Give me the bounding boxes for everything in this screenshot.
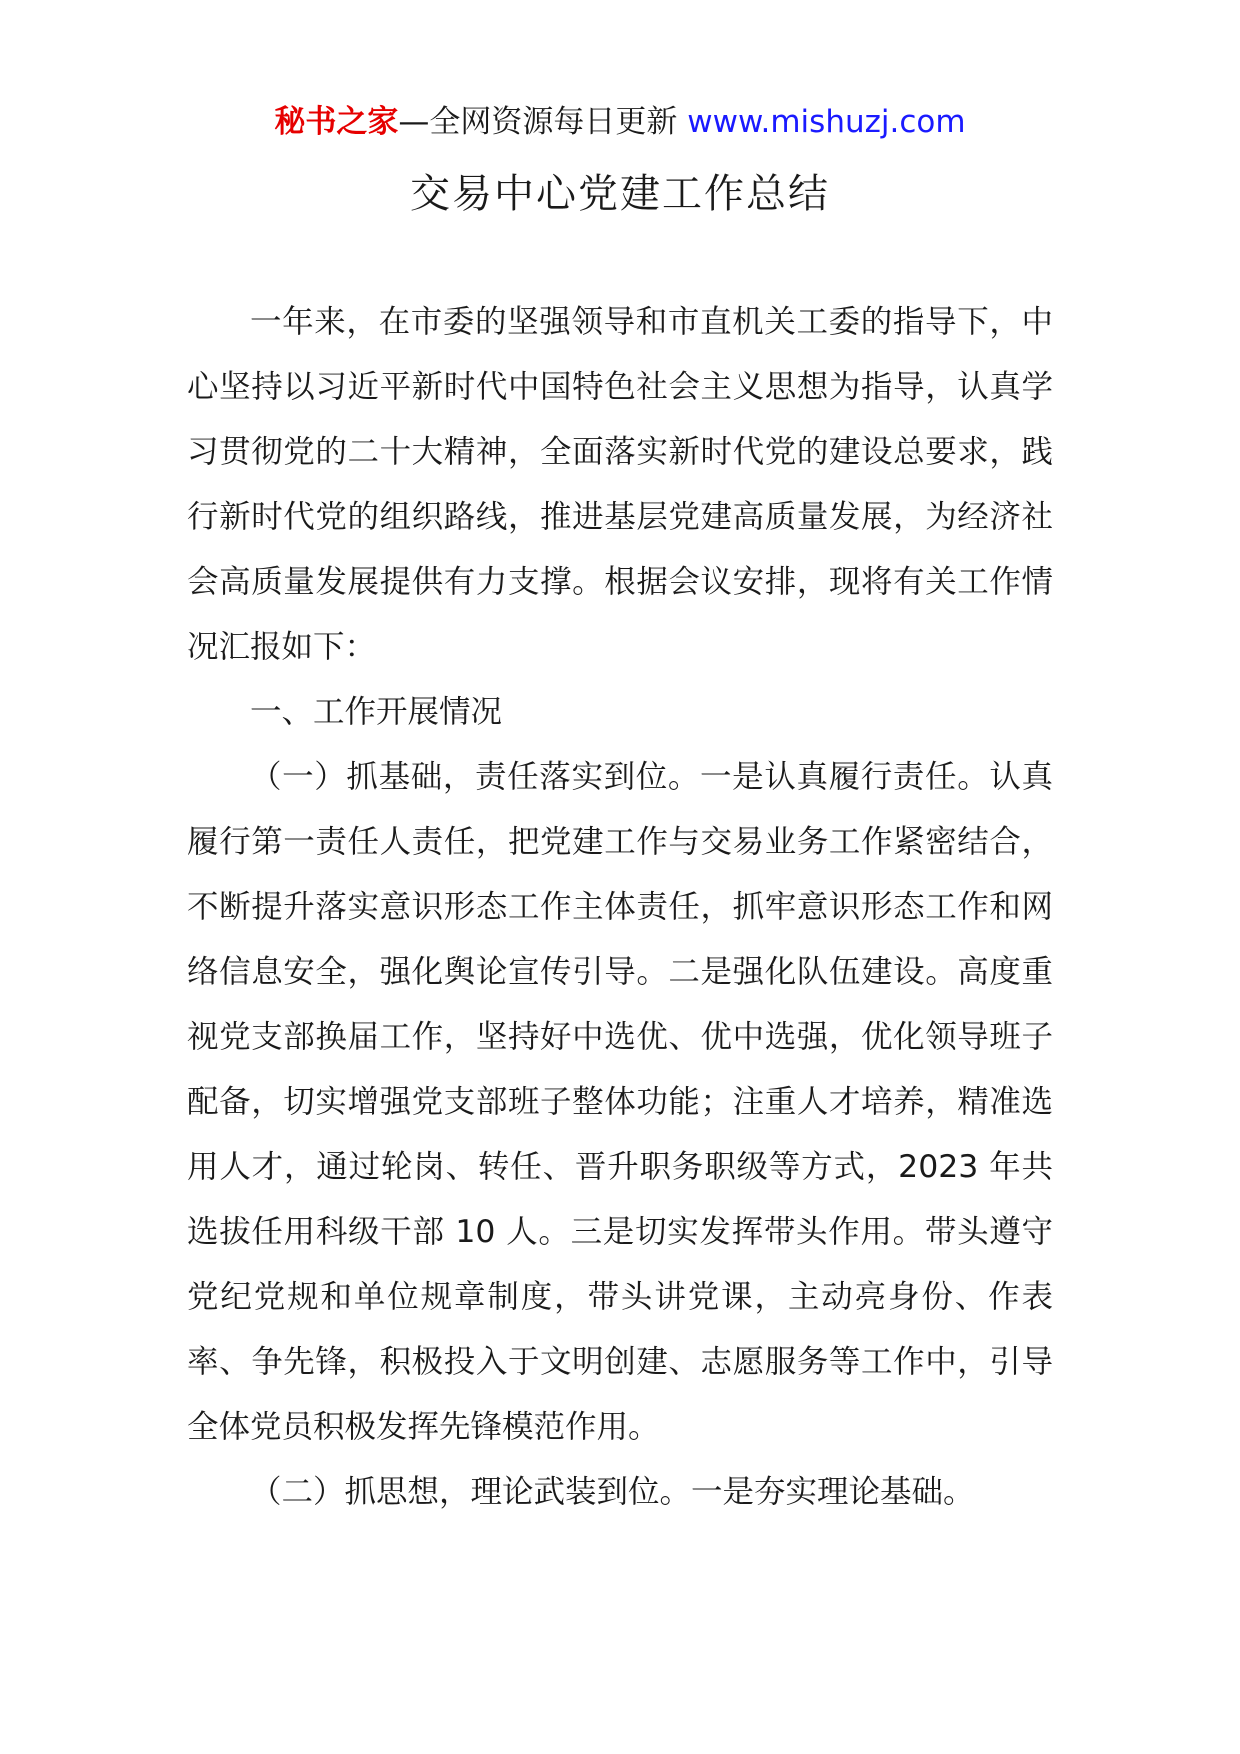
brand-name: 秘书之家 [274,104,399,140]
banner-tagline: —全网资源每日更新 [398,104,688,140]
section-heading-work-progress: 一、工作开展情况 [250,694,503,730]
site-url-link[interactable]: www.mishuzj.com [687,104,966,140]
document-body [187,290,1053,1525]
document-title: 交易中心党建工作总结 [410,171,830,217]
paragraph-responsibility: （一）抓基础，责任落实到位。一是认真履行责任。认真履行第一责任人责任，把党建工作与交易业务工作紧密结合，不断提升落实意识形态工作主体责任，抓牢意识形态工作和网络信息安全，强化舆论宣传引导。二是强化队伍建设。高度重视党支部换届工作，坚持好中选优、优中选强，优化领导班子配备，切实增强党支部班子整体功能；注重人才培养，精准选用人才，通过轮岗、转任、晋升职务职级等方式，2023 年共选拔任用科级干部 10 人。三是切实发挥带头作用。带头遵守党纪党规和单位规章制度，带头讲党课，主动亮身份、作表率、争先锋，积极投入于文明创建、志愿服务等工作中，引导全体党员积极发挥先锋模范作用。 [187,759,1053,1445]
site-banner [0,100,1240,144]
paragraph-theory: （二）抓思想，理论武装到位。一是夯实理论基础。 [250,1474,975,1510]
paragraph-intro: 一年来，在市委的坚强领导和市直机关工委的指导下，中心坚持以习近平新时代中国特色社会主义思想为指导，认真学习贯彻党的二十大精神，全面落实新时代党的建设总要求，践行新时代党的组织路线，推进基层党建高质量发展，为经济社会高质量发展提供有力支撑。根据会议安排，现将有关工作情况汇报如下： [187,304,1053,665]
